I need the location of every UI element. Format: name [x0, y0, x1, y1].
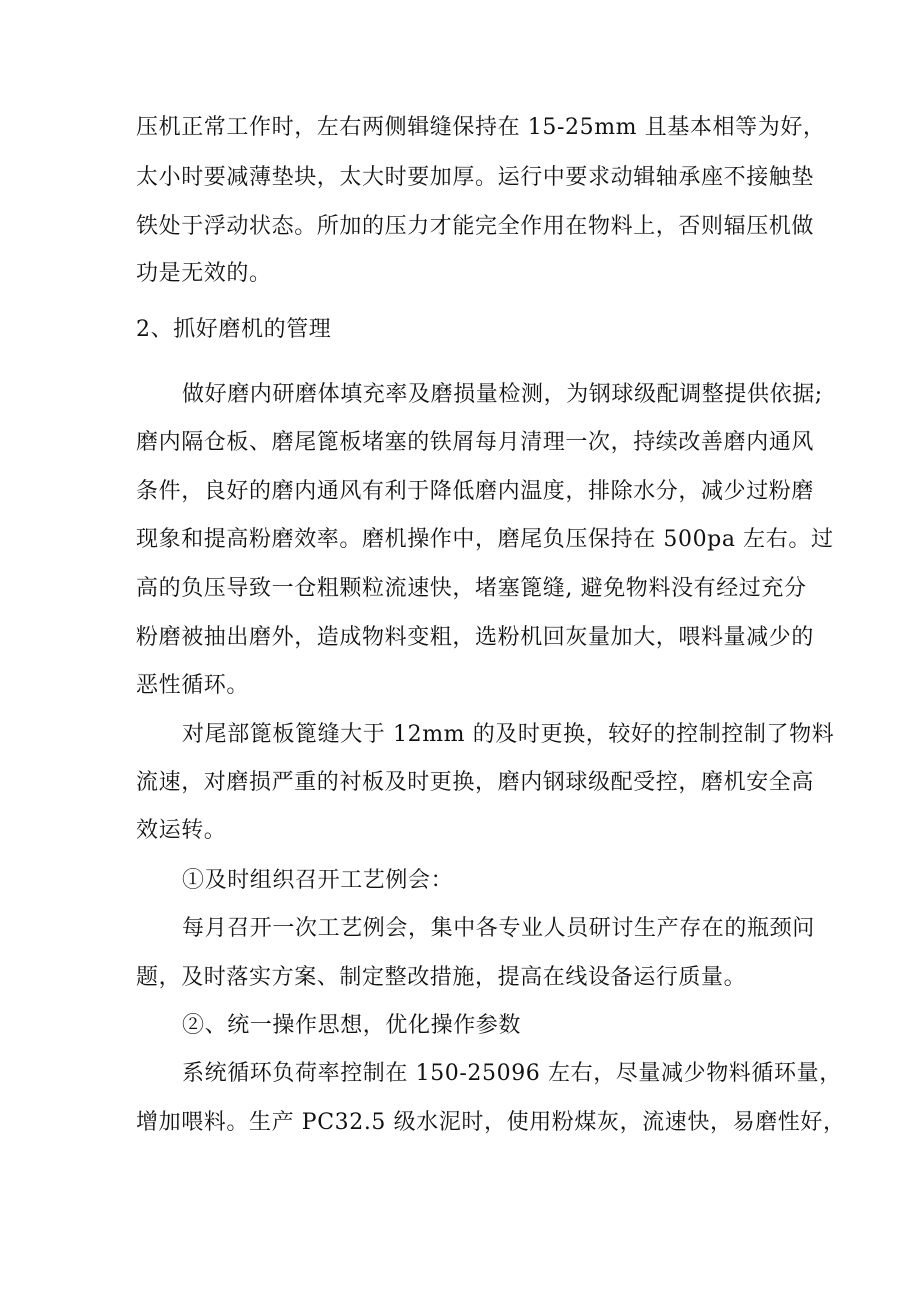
text-line: 题，及时落实方案、制定整改措施，提高在线设备运行质量。 [136, 965, 747, 990]
text-line: 对尾部篦板篦缝大于 12mm 的及时更换，较好的控制控制了物料 [182, 722, 835, 747]
text-line: 现象和提高粉磨效率。磨机操作中，磨尾负压保持在 500pa 左右。过 [136, 527, 834, 552]
text-line: 恶性循环。 [136, 673, 250, 698]
text-line: 条件，良好的磨内通风有利于降低磨内温度，排除水分，减少过粉磨 [136, 479, 815, 504]
text-line: 磨内隔仓板、磨尾篦板堵塞的铁屑每月清理一次，持续改善磨内通风 [136, 430, 815, 455]
text-line: 做好磨内研磨体填充率及磨损量检测，为钢球级配调整提供依据; [182, 382, 823, 407]
section-heading: 2、抓好磨机的管理 [136, 317, 332, 342]
text-line: 铁处于浮动状态。所加的压力才能完全作用在物料上，否则辐压机做 [136, 214, 815, 239]
text-line: 系统循环负荷率控制在 150-25096 左右，尽量减少物料循环量， [182, 1061, 842, 1086]
text-line: 太小时要减薄垫块，太大时要加厚。运行中要求动辑轴承座不接触垫 [136, 165, 815, 190]
text-line: 流速，对磨损严重的衬板及时更换，磨内钢球级配受控，磨机安全高 [136, 770, 815, 795]
subheading: ①及时组织召开工艺例会： [182, 868, 454, 893]
text-line: 高的负压导致一仓粗颗粒流速快，堵塞篦缝, 避免物料没有经过充分 [136, 576, 807, 601]
subheading: ②、统一操作思想，优化操作参数 [182, 1013, 522, 1038]
text-line: 粉磨被抽出磨外，造成物料变粗，选粉机回灰量加大，喂料量减少的 [136, 625, 815, 650]
text-line: 每月召开一次工艺例会，集中各专业人员研讨生产存在的瓶颈问 [182, 916, 815, 941]
text-line: 增加喂料。生产 PC32.5 级水泥时，使用粉煤灰，流速快，易磨性好， [136, 1110, 846, 1135]
text-line: 压机正常工作时，左右两侧辑缝保持在 15-25mm 且基本相等为好， [136, 115, 826, 140]
text-line: 效运转。 [136, 818, 227, 843]
text-line: 功是无效的。 [136, 261, 272, 286]
